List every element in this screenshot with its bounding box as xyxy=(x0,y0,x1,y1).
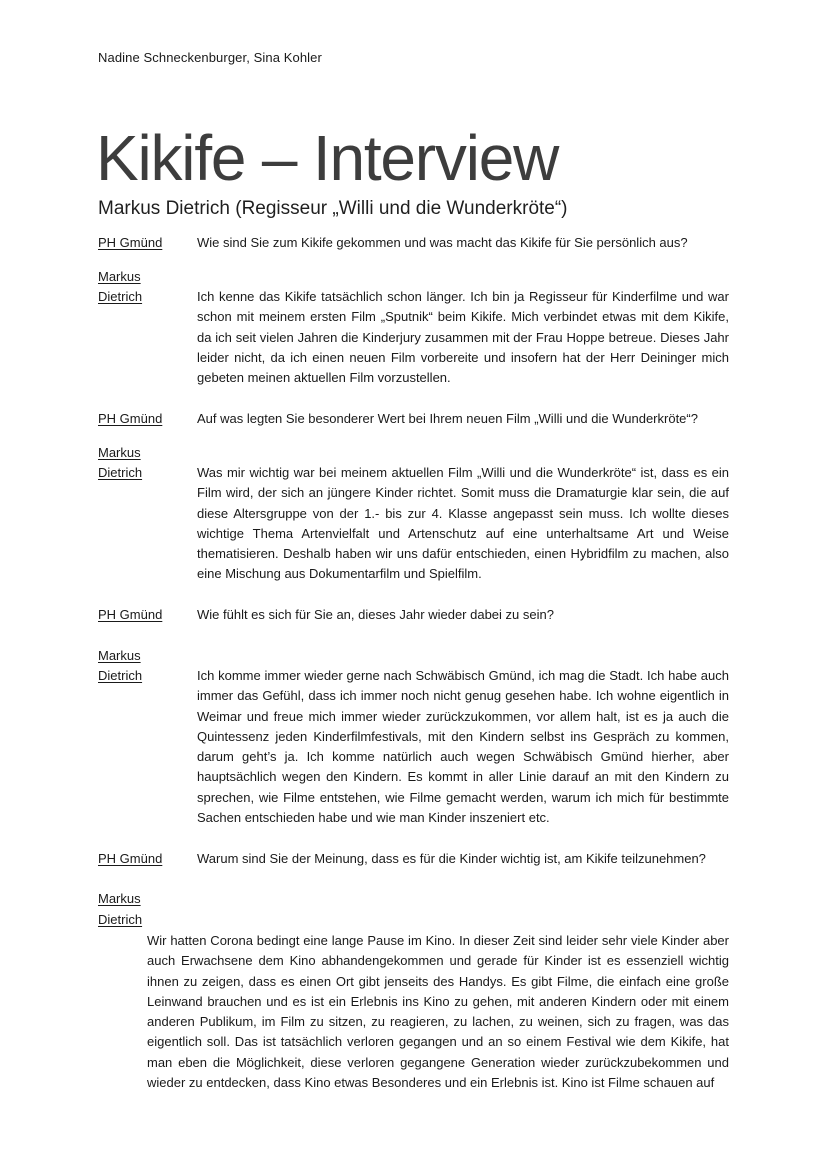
speaker-label-interviewee-last: Dietrich xyxy=(98,668,143,683)
interview-question: Wie fühlt es sich für Sie an, dieses Jahr wieder dabei zu sein? xyxy=(197,607,554,622)
speaker-label-interviewee-first: Markus xyxy=(98,648,141,663)
speaker-label-interviewee-last: Dietrich xyxy=(98,465,143,480)
speaker-label-interviewee-last: Dietrich xyxy=(98,912,143,927)
speaker-label-interviewer: PH Gmünd xyxy=(98,235,163,250)
interview-answer: Was mir wichtig war bei meinem aktuellen Film „Willi und die Wunderkröte“ ist, dass es ein Film wird, der sich an jüngere Kinder richtet. Somit muss die Dramaturgie klar sein, die auf diese Altersgruppe von der 1.- bis zur 4. Klasse angepasst sein muss. Ich wollte dieses wichtige Thema Artenvielfalt und Artenschutz auf eine unterhaltsame Art und Weise thematisieren. Deshalb haben wir uns dafür entschieden, einen Hybridfilm zu machen, also eine Mischung aus Dokumentarfilm und Spielfilm. xyxy=(197,465,729,582)
document-subtitle: Markus Dietrich (Regisseur „Willi und die Wunderkröte“) xyxy=(98,198,568,219)
interview-answer: Wir hatten Corona bedingt eine lange Pause im Kino. In dieser Zeit sind leider sehr viele Kinder aber auch Erwachsene dem Kino abhandengekommen und gerade für Kinder ist es essenziell wichtig ihnen zu zeigen, dass es einen Ort gibt jenseits des Handys. Es gibt Filme, die einfach eine große Leinwand brauchen und es ist ein Erlebnis ins Kino zu gehen, mit anderen Kindern oder mit einem anderen Publikum, im Film zu sitzen, zu reagieren, zu lachen, zu weinen, sich zu fragen, was das eigentlich soll. Das ist tatsächlich verloren gegangen und an so einem Festival wie dem Kikife, hat man eben die Möglichkeit, diese verloren gegangene Generation wieder zurückzubekommen und wieder zu entdecken, dass Kino etwas Besonderes und ein Erlebnis ist. Kino ist Filme schauen auf xyxy=(147,933,729,1091)
interview-question: Warum sind Sie der Meinung, dass es für die Kinder wichtig ist, am Kikife teilzunehmen? xyxy=(197,851,706,866)
speaker-label-interviewee-last: Dietrich xyxy=(98,289,143,304)
speaker-label-interviewer: PH Gmünd xyxy=(98,411,163,426)
speaker-label-interviewee-first: Markus xyxy=(98,891,141,906)
document-title: Kikife – Interview xyxy=(96,122,559,194)
interview-answer: Ich komme immer wieder gerne nach Schwäbisch Gmünd, ich mag die Stadt. Ich habe auch immer das Gefühl, dass ich immer noch nicht genug gesehen habe. Ich wohne eigentlich in Weimar und freue mich immer wieder zurückzukommen, vor allem halt, ist es ja auch die Quintessenz jeden Kinderfilmfestivals, mit den Kindern selbst ins Gespräch zu kommen, darum geht’s ja. Ich komme natürlich auch wegen Schwäbisch Gmünd hierher, aber hauptsächlich wegen den Kindern. Es kommt in aller Linie darauf an mit den Kindern zu sprechen, wie Filme entstehen, wie Filme gemacht werden, warum ich mich für bestimmte Sachen entschieden habe und wie man Kinder inszeniert etc. xyxy=(197,668,729,826)
interview-answer: Ich kenne das Kikife tatsächlich schon länger. Ich bin ja Regisseur für Kinderfilme und war schon mit meinem ersten Film „Sputnik“ beim Kikife. Mich verbindet etwas mit dem Kikife, da ich seit vielen Jahren die Kinderjury zusammen mit der Frau Hoppe betreue. Dieses Jahr leider nicht, da ich einen neuen Film vorbereite und insofern hat der Herr Deininger mich gebeten meinen aktuellen Film vorzustellen. xyxy=(197,289,729,386)
interview-question: Wie sind Sie zum Kikife gekommen und was macht das Kikife für Sie persönlich aus? xyxy=(197,235,688,250)
author-line: Nadine Schneckenburger, Sina Kohler xyxy=(98,50,322,65)
speaker-label-interviewee-first: Markus xyxy=(98,269,141,284)
interview-question: Auf was legten Sie besonderer Wert bei Ihrem neuen Film „Willi und die Wunderkröte“? xyxy=(197,411,698,426)
speaker-label-interviewee-first: Markus xyxy=(98,445,141,460)
speaker-label-interviewer: PH Gmünd xyxy=(98,851,163,866)
speaker-label-interviewer: PH Gmünd xyxy=(98,607,163,622)
